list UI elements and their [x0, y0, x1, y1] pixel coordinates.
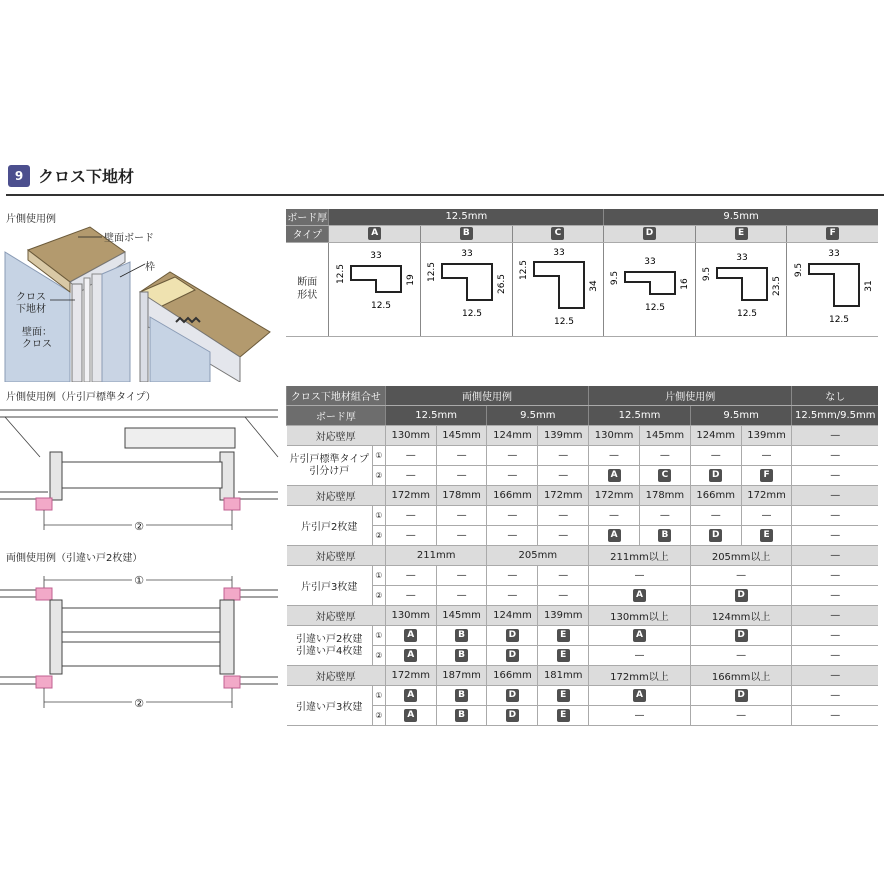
r1-wall-row: 対応壁厚 130mm 145mm 124mm 139mm 130mm 145mm 124mm 139mm — — [287, 426, 879, 446]
svg-text:12.5: 12.5 — [645, 302, 666, 313]
profile-e — [697, 244, 785, 332]
type-header: タイプ — [286, 225, 329, 242]
profile-c — [514, 244, 602, 332]
plan1-drawing — [0, 402, 280, 540]
r1-row2: ② — — — — A C D F — — [287, 466, 879, 486]
plan2-marker1: ① — [134, 574, 144, 587]
svg-text:9.5: 9.5 — [610, 270, 621, 285]
profile-table — [286, 209, 878, 337]
profile-d — [605, 244, 693, 332]
svg-text:12.5: 12.5 — [553, 316, 574, 327]
both-95: 9.5mm — [487, 406, 589, 426]
svg-text:9.5: 9.5 — [702, 266, 713, 281]
plan1-caption: 片側使用例（片引戸標準タイプ） — [6, 392, 156, 403]
svg-text:23.5: 23.5 — [772, 275, 783, 296]
r1-row1: 片引戸標準タイプ 引分け戸 ① — — — — — — — — — — [287, 446, 879, 466]
svg-text:9.5: 9.5 — [793, 262, 804, 277]
r5-wall-row: 対応壁厚 172mm 187mm 166mm 181mm 172mm以上 166mm以上 — — [287, 666, 879, 686]
svg-text:12.5: 12.5 — [427, 261, 438, 282]
svg-text:26.5: 26.5 — [497, 273, 508, 294]
none-header: なし — [792, 386, 878, 406]
svg-text:12.5: 12.5 — [518, 259, 529, 280]
svg-text:12.5: 12.5 — [335, 263, 346, 284]
combo-header: クロス下地材組合せ — [287, 386, 386, 406]
svg-text:33: 33 — [553, 247, 565, 258]
both-side-header: 両側使用例 — [385, 386, 588, 406]
svg-text:12.5: 12.5 — [828, 314, 849, 325]
r3-row2: ② — — — — A D — — [287, 586, 879, 606]
cross-base-label: クロス 下地材 — [16, 292, 46, 315]
group-125: 12.5mm — [329, 209, 604, 225]
svg-text:33: 33 — [461, 248, 474, 259]
board-header: ボード厚 — [287, 406, 386, 426]
svg-text:34: 34 — [588, 279, 599, 292]
one-side-header: 片側使用例 — [589, 386, 792, 406]
one-side-caption: 片側使用例 — [6, 214, 56, 225]
svg-text:33: 33 — [827, 248, 840, 259]
profile-b — [422, 244, 510, 332]
r2-row1: 片引戸2枚建 ① — — — — — — — — — — [287, 506, 879, 526]
type-b-badge: B — [460, 227, 473, 240]
r2-wall-row: 対応壁厚 172mm 178mm 166mm 172mm 172mm 178mm 166mm 172mm — — [287, 486, 879, 506]
plan2-drawing — [0, 562, 280, 712]
svg-text:12.5: 12.5 — [370, 300, 391, 311]
section-rule — [6, 194, 884, 196]
none-board: 12.5mm/9.5mm — [792, 406, 878, 426]
type-a-badge: A — [368, 227, 381, 240]
r5-row2: ② A B D E — — — — [287, 706, 879, 726]
profile-f — [789, 244, 877, 332]
one-125: 12.5mm — [589, 406, 691, 426]
r4-row2: ② A B D E — — — — [287, 646, 879, 666]
r3-wall-row: 対応壁厚 211mm 205mm 211mm以上 205mm以上 — — [287, 546, 879, 566]
one-95: 9.5mm — [690, 406, 792, 426]
r3-row1: 片引戸3枚建 ① — — — — — — — — [287, 566, 879, 586]
svg-text:12.5: 12.5 — [737, 308, 758, 319]
type-d-badge: D — [643, 227, 656, 240]
section-number: 9 — [8, 165, 30, 187]
r4-wall-row: 対応壁厚 130mm 145mm 124mm 139mm 130mm以上 124mm以上 — — [287, 606, 879, 626]
svg-text:31: 31 — [863, 279, 874, 292]
type-f-badge: F — [826, 227, 839, 240]
board-thickness-header: ボード厚 — [286, 209, 329, 225]
both-125: 12.5mm — [385, 406, 487, 426]
plan1-marker2: ② — [134, 520, 144, 533]
frame-label: 枠 — [145, 262, 155, 273]
wall-label: 壁面： クロス — [22, 327, 52, 350]
svg-text:12.5: 12.5 — [462, 308, 483, 319]
profile-a — [331, 244, 419, 332]
r4-row1: 引違い戸2枚建 引違い戸4枚建 ① A B D E A D — — [287, 626, 879, 646]
section-shape-label: 断面 形状 — [286, 242, 329, 336]
combo-table — [286, 386, 878, 726]
section-title: クロス下地材 — [38, 167, 135, 186]
svg-text:33: 33 — [644, 256, 657, 267]
group-95: 9.5mm — [604, 209, 878, 225]
plan2-marker2: ② — [134, 697, 144, 710]
type-e-badge: E — [735, 227, 748, 240]
r2-row2: ② — — — — A B D E — — [287, 526, 879, 546]
plan2-caption: 両側使用例（引違い戸2枚建） — [6, 553, 143, 564]
svg-text:33: 33 — [736, 252, 748, 263]
svg-text:19: 19 — [405, 273, 416, 286]
type-c-badge: C — [551, 227, 564, 240]
svg-text:16: 16 — [680, 277, 691, 290]
svg-text:33: 33 — [370, 250, 382, 261]
board-label: 壁面ボード — [104, 233, 154, 244]
r5-row1: 引違い戸3枚建 ① A B D E A D — — [287, 686, 879, 706]
